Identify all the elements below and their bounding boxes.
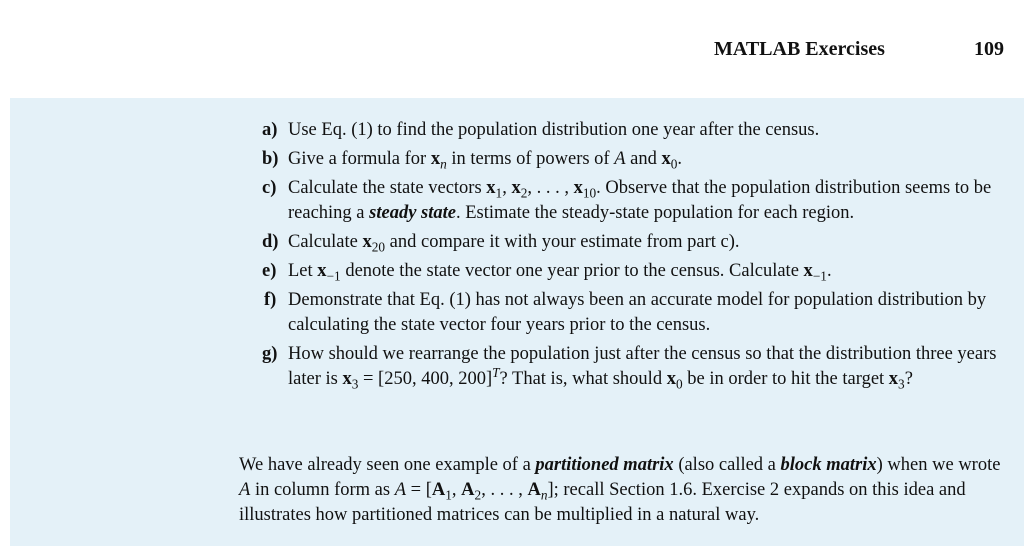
exercise-item [262,147,1002,172]
exercise-item [262,118,1002,143]
text-run: x [666,369,676,389]
text-run: n [540,487,548,503]
text-run: 2 [520,185,528,201]
text-run: Use Eq. (1) to find the population distribution one year after the census. [288,120,820,140]
text-run: Calculate the state vectors [288,178,487,198]
text-run: , . . . , [527,178,574,198]
text-run: 3 [351,376,359,392]
exercise-text [288,290,986,335]
text-run: and [625,149,662,169]
text-run: partitioned matrix [535,455,674,475]
exercise-text [288,344,997,392]
exercise-label: a) [262,120,278,140]
text-run: block matrix [780,455,877,475]
exercise-label: c) [262,178,277,198]
text-run: ]; recall Section 1.6. Exercise 2 expands on this idea and illustrates how partitioned matrices can be multiplied in a natural way. [239,480,966,525]
text-run: A [394,480,407,500]
text-run: . [826,261,832,281]
text-run: A [461,480,475,500]
text-run: = [250, 400, 200] [358,369,493,389]
exercise-label: f) [264,290,277,310]
page-number: 109 [974,38,1004,60]
text-run: 0 [670,156,678,172]
text-run: denote the state vector one year prior to the census. Calculate [340,261,804,281]
exercise-label: d) [262,232,279,252]
text-run: 10 [582,185,597,201]
partitioned-matrix-paragraph [239,453,1014,528]
text-run: 3 [898,376,905,392]
text-run: and compare it with your estimate from part c). [385,232,740,252]
text-run: 1 [495,185,503,201]
running-title: MATLAB Exercises [714,38,885,60]
text-run: ? [904,369,913,389]
text-run: 1 [445,487,452,503]
text-run: A [614,149,626,169]
text-run: x [362,232,372,252]
text-run: x [342,369,352,389]
text-run: , [502,178,512,198]
text-run: ? That is, what should [499,369,667,389]
text-run: 2 [474,487,482,503]
text-run: . Observe that the population distribution seems to be reaching a [288,178,992,223]
exercise-label: e) [262,261,277,281]
exercise-item [262,176,1002,226]
exercise-label: g) [262,344,278,364]
exercise-label: b) [262,149,279,169]
text-run: be in order to hit the target [682,369,889,389]
exercise-text [288,178,991,223]
text-run: . Estimate the steady-state population for each region. [455,203,855,223]
text-run: x [573,178,583,198]
exercise-text [288,149,683,172]
text-run: ) when we wrote [876,455,1001,475]
text-run: A [239,480,251,500]
text-run: −1 [812,268,827,284]
text-run: . [677,149,683,169]
text-run: Let [288,261,318,281]
exercise-item [262,288,1002,338]
text-run: T [492,364,500,380]
text-run: in terms of powers of [446,149,615,169]
exercise-text [288,232,740,255]
text-run: x [317,261,327,281]
exercise-text [288,261,832,284]
text-run: steady state [369,203,456,223]
page-header [0,36,1024,66]
exercise-item [262,259,1002,284]
text-run: How should we rearrange the population just after the census so that the distribution three years later is [288,344,997,389]
text-run: Demonstrate that Eq. (1) has not always been an accurate model for population distribution by calculating the state vector four years prior to the census. [288,290,987,335]
text-run: x [430,149,441,169]
text-run: x [661,149,671,169]
text-run: A [527,480,541,500]
text-run: We have already seen one example of a [239,455,536,475]
text-run: −1 [326,268,341,284]
text-run: = [ [406,480,432,500]
text-run: (also called a [673,455,781,475]
text-run: n [440,156,447,172]
exercise-list [262,118,1002,396]
exercise-item [262,230,1002,255]
text-run: Give a formula for [288,149,431,169]
text-run: x [803,261,813,281]
text-run: , [451,480,462,500]
text-run: 0 [675,376,683,392]
text-run: x [888,369,899,389]
text-run: x [511,178,521,198]
text-run: 20 [371,239,386,255]
text-run: x [486,178,496,198]
text-run: A [431,480,446,500]
exercise-item [262,342,1002,392]
text-run: , . . . , [481,480,528,500]
text-run: Calculate [288,232,363,252]
exercise-text [288,120,819,140]
text-run: in column form as [250,480,395,500]
